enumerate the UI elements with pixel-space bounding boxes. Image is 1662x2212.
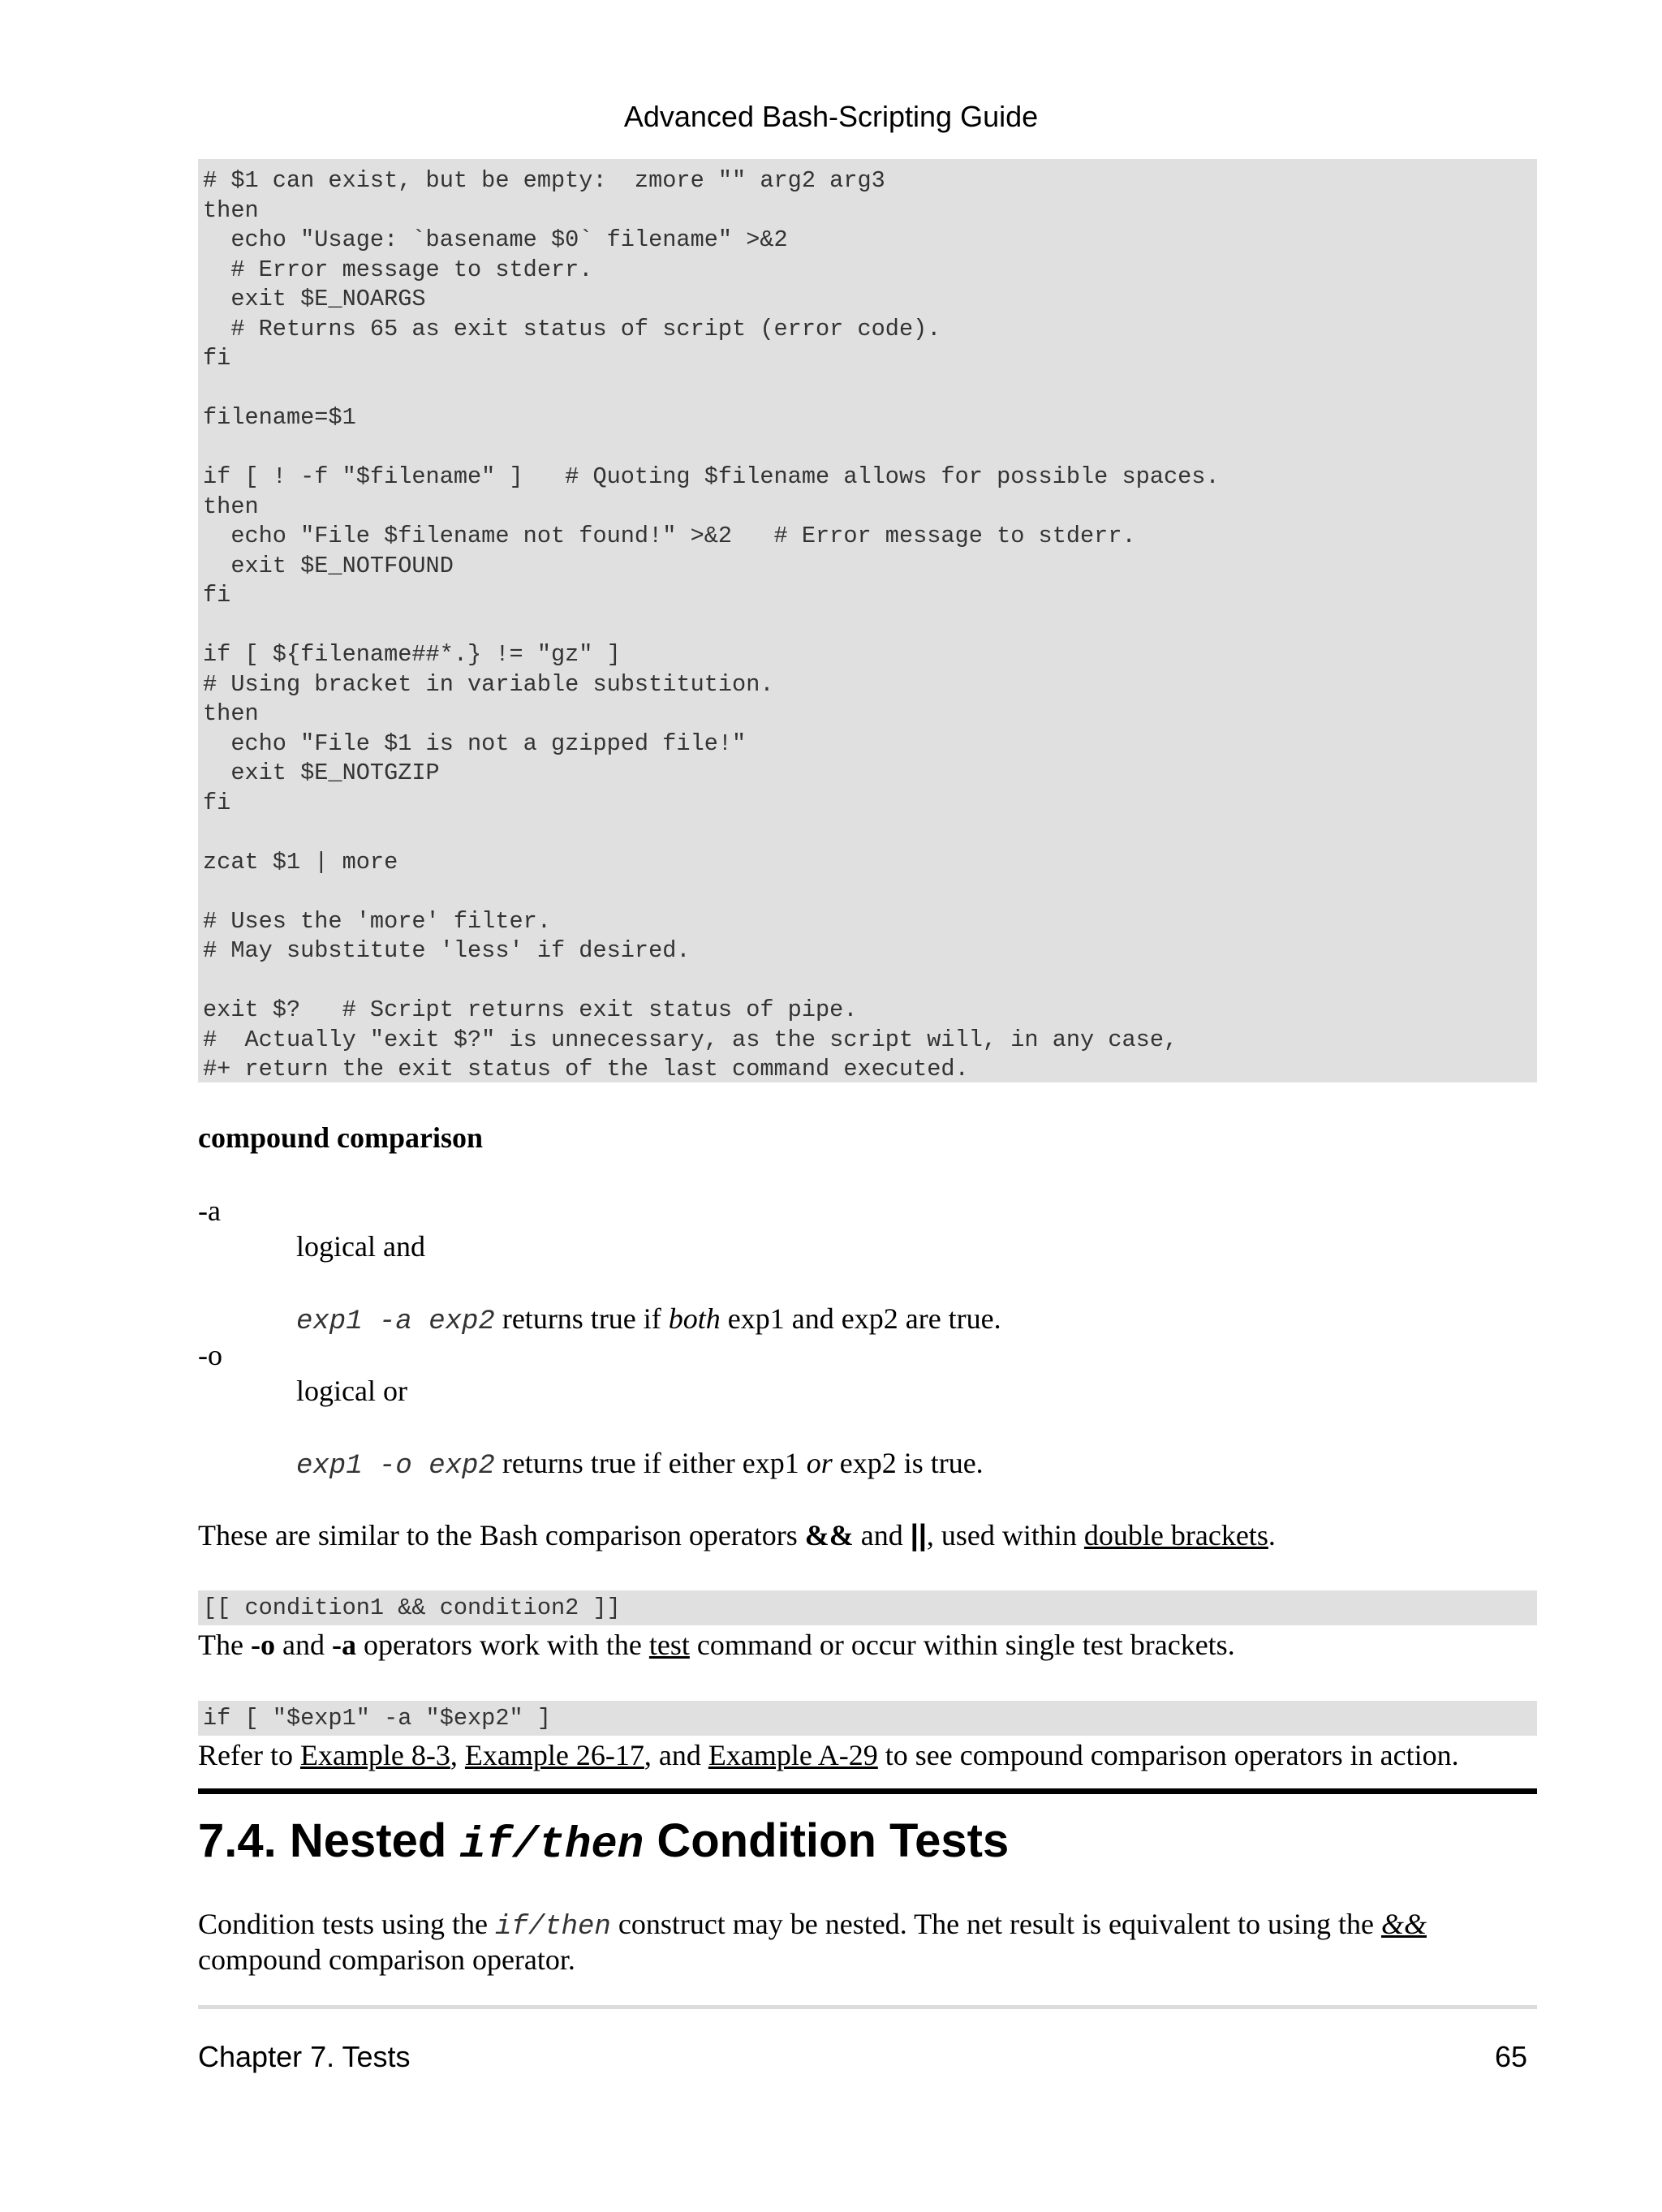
section-heading: [198, 1813, 1009, 1874]
section-number: 7.4. Nested: [198, 1814, 460, 1867]
code-line: echo "File $1 is not a gzipped file!": [203, 729, 747, 757]
nested-text: Condition tests using the: [198, 1908, 496, 1940]
section-title-rest: Condition Tests: [644, 1814, 1010, 1867]
or-text: returns true if either exp1: [494, 1447, 807, 1479]
and-expression: exp1 -a exp2: [296, 1306, 495, 1337]
code-line: if [ ! -f "$filename" ] # Quoting $filename allows for possible spaces.: [203, 463, 1220, 490]
a-operator: -a: [331, 1629, 356, 1661]
and-operator: &&: [804, 1519, 854, 1551]
code-line: exit $E_NOTGZIP: [203, 760, 440, 786]
code-line: [203, 966, 1537, 996]
or-text-end: exp2 is true.: [832, 1447, 984, 1479]
code-line: [203, 374, 1537, 404]
nested-text-2: construct may be nested. The net result is equivalent to using the: [610, 1908, 1381, 1940]
similar-text-3: , used within: [926, 1519, 1084, 1551]
refer-separator: ,: [450, 1739, 465, 1771]
o-operator: -o: [250, 1629, 275, 1661]
code-line: then: [203, 196, 259, 224]
and-explanation: [296, 1301, 1001, 1340]
nested-paragraph-line-2: compound comparison operator.: [198, 1943, 575, 1976]
example-8-3-link[interactable]: Example 8-3: [299, 1739, 450, 1771]
code-line: exit $E_NOARGS: [203, 286, 426, 312]
code-line: # $1 can exist, but be empty: zmore "" arg2 arg3: [203, 167, 885, 194]
nested-code: if/then: [495, 1912, 611, 1943]
refer-paragraph: [198, 1737, 1459, 1773]
compound-comparison-heading: compound comparison: [198, 1121, 484, 1154]
code-line: echo "File $filename not found!" >&2 # Error message to stderr.: [203, 523, 1136, 549]
and-description: logical and: [296, 1230, 425, 1263]
test-link[interactable]: test: [648, 1629, 690, 1661]
operators-paragraph: [198, 1627, 1235, 1663]
section-divider: [198, 1788, 1537, 1794]
code-listing: [198, 159, 1537, 1082]
similar-paragraph: [198, 1517, 1276, 1553]
example-a-29-link[interactable]: Example A-29: [708, 1739, 878, 1771]
code-line: then: [203, 700, 259, 727]
and-emphasis: both: [668, 1302, 721, 1335]
code-line: # Error message to stderr.: [203, 256, 593, 283]
refer-separator-2: , and: [644, 1739, 708, 1771]
and-text: returns true if: [494, 1302, 669, 1335]
or-operator: ||: [910, 1518, 927, 1551]
or-emphasis: or: [806, 1447, 833, 1479]
code-line: exit $? # Script returns exit status of pipe.: [203, 996, 858, 1023]
nested-paragraph-line-1: [198, 1906, 1427, 1945]
code-line: fi: [203, 789, 231, 816]
footer-chapter: Chapter 7. Tests: [198, 2040, 411, 2073]
or-explanation: [296, 1445, 984, 1484]
code-line: if [ "$exp1" -a "$exp2" ]: [203, 1705, 551, 1732]
double-brackets-link[interactable]: double brackets: [1083, 1519, 1268, 1551]
code-snippet-double-brackets: [198, 1590, 1537, 1625]
code-line: then: [203, 493, 259, 520]
code-line: exit $E_NOTFOUND: [203, 552, 454, 579]
term-or: -o: [198, 1339, 222, 1371]
code-line: fi: [203, 582, 231, 609]
similar-text-4: .: [1268, 1519, 1276, 1551]
code-line: # Actually "exit $?" is unnecessary, as the script will, in any case,: [203, 1026, 1178, 1053]
term-and: -a: [198, 1194, 221, 1227]
similar-text: These are similar to the Bash comparison operators: [198, 1519, 805, 1551]
or-expression: exp1 -o exp2: [296, 1451, 495, 1482]
operators-text-2: and: [274, 1629, 332, 1661]
code-line: if [ ${filename##*.} != "gz" ]: [203, 641, 621, 668]
code-line: # Uses the 'more' filter.: [203, 907, 551, 935]
similar-text-2: and: [853, 1519, 911, 1551]
code-line: # May substitute 'less' if desired.: [203, 937, 691, 964]
operators-text-4: command or occur within single test brackets.: [689, 1629, 1235, 1661]
or-description: logical or: [296, 1375, 407, 1407]
example-26-17-link[interactable]: Example 26-17: [464, 1739, 644, 1771]
operators-text: The: [198, 1629, 251, 1661]
operators-text-3: operators work with the: [355, 1629, 649, 1661]
footer-divider: [198, 2005, 1537, 2009]
code-line: # Returns 65 as exit status of script (error code).: [203, 315, 941, 342]
code-line: echo "Usage: `basename $0` filename" >&2: [203, 226, 788, 253]
refer-text-end: to see compound comparison operators in action.: [877, 1739, 1459, 1771]
and-and-link[interactable]: &&: [1380, 1908, 1427, 1940]
section-code: if/then: [459, 1821, 644, 1870]
and-text-end: exp1 and exp2 are true.: [720, 1302, 1001, 1335]
code-line: [[ condition1 && condition2 ]]: [203, 1594, 621, 1621]
running-header: Advanced Bash-Scripting Guide: [623, 100, 1039, 133]
code-line: # Using bracket in variable substitution.: [203, 670, 774, 698]
code-line: filename=$1: [203, 404, 356, 431]
code-line: zcat $1 | more: [203, 848, 398, 876]
code-line: fi: [203, 345, 231, 372]
code-line: [203, 611, 1537, 641]
refer-text: Refer to: [198, 1739, 300, 1771]
code-line: #+ return the exit status of the last command executed.: [203, 1056, 969, 1082]
code-line: [203, 877, 1537, 907]
code-line: [203, 818, 1537, 848]
code-snippet-if-test: [198, 1701, 1537, 1736]
page-number: 65: [1494, 2040, 1527, 2073]
code-line: [203, 433, 1537, 463]
